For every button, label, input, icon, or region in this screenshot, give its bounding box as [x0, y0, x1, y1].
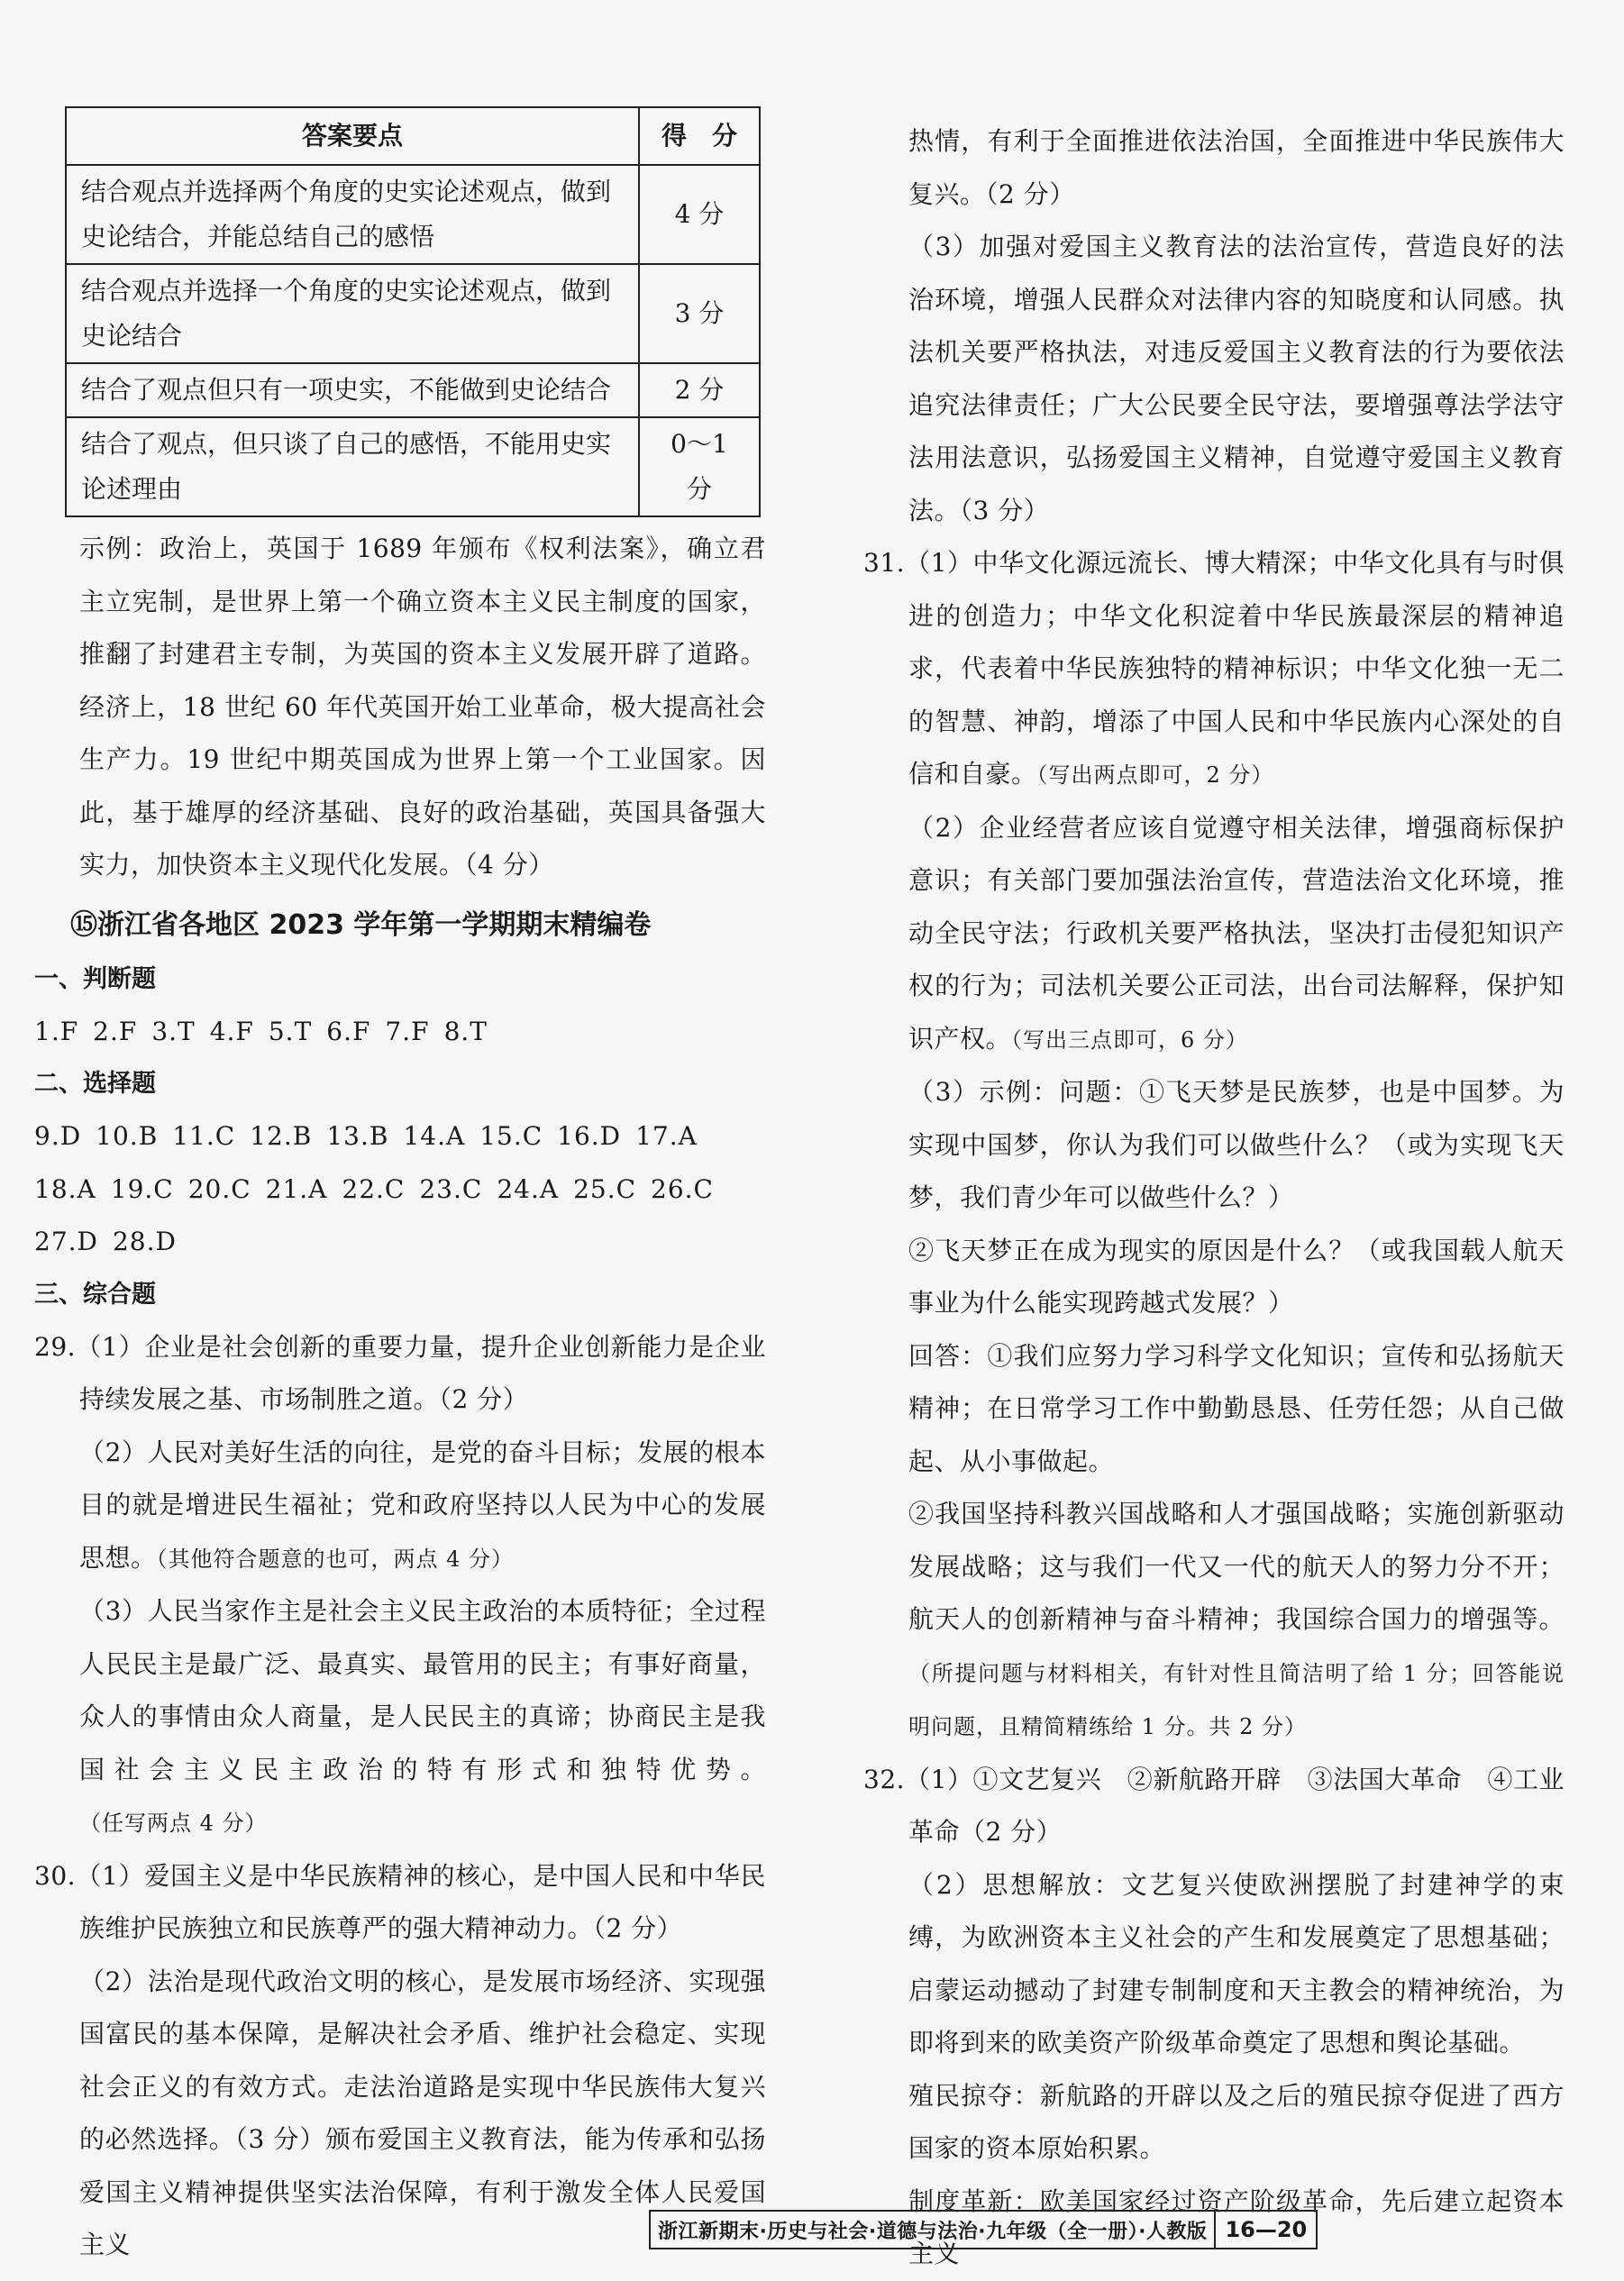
exam-title: ⑮浙江省各地区 2023 学年第一学期期末精编卷: [70, 908, 652, 941]
answer-item: 9.D: [34, 1121, 82, 1151]
answer-item: 12.B: [250, 1121, 313, 1151]
section-judge-heading: 一、判断题: [34, 964, 156, 993]
answer-item: 13.B: [326, 1121, 389, 1151]
q29-part3-note: （任写两点 4 分）: [79, 1811, 268, 1836]
section-choice-heading: 二、选择题: [34, 1070, 156, 1098]
q29-part2-note: （其他符合题意的也可，两点 4 分）: [156, 1546, 515, 1572]
table-row: [66, 363, 760, 417]
left-column: [34, 106, 766, 2272]
table-cell-score: 3 分: [639, 264, 760, 363]
q31-part3-answer2: [863, 1488, 1565, 1754]
answer-item: 3.T: [151, 1016, 196, 1046]
table-row: [66, 165, 760, 264]
table-cell-score: 4 分: [639, 165, 760, 264]
table-header-points: 答案要点: [66, 107, 639, 165]
answer-item: 17.A: [635, 1121, 698, 1151]
answer-item: 26.C: [651, 1173, 714, 1204]
table-cell-points: 结合了观点，但只谈了自己的感悟，不能用史实论述理由: [66, 417, 639, 516]
q31-part2: [863, 802, 1565, 1067]
choice-answers-row-2: [34, 1163, 766, 1217]
q31-part3-note: （所提问题与材料相关，有针对性且简洁明了给 1 分；回答能说明问题，且精简精练给 1 分。共 2 分）: [908, 1660, 1565, 1739]
table-cell-score: 2 分: [639, 363, 760, 417]
answer-item: 25.C: [573, 1173, 637, 1204]
q29-part1: 29.（1）企业是社会创新的重要力量，提升企业创新能力是企业持续发展之基、市场制胜之道。（2 分）: [34, 1331, 766, 1414]
q29-part3-text: （3）人民当家作主是社会主义民主政治的本质特征；全过程人民民主是最广泛、最真实、最管用的民主；有事好商量，众人的事情由众人商量，是人民民主的真谛；协商民主是我国社会主义民主政治的特有形式和独特优势。: [79, 1596, 766, 1784]
q30-part1: 30.（1）爱国主义是中华民族精神的核心，是中国人民和中华民族维护民族独立和民族尊严的强大精神动力。（2 分）: [34, 1860, 766, 1943]
right-column: [863, 115, 1565, 2281]
answer-item: 11.C: [172, 1121, 236, 1151]
table-cell-points: 结合观点并选择两个角度的史实论述观点，做到史论结合，并能总结自己的感悟: [66, 165, 639, 264]
footer-page-number: 16—20: [1214, 2212, 1316, 2248]
answer-item: 6.F: [326, 1016, 371, 1046]
answer-item: 16.D: [557, 1121, 622, 1151]
q31-part1: [863, 537, 1565, 802]
q29-part2-text: （2）人民对美好生活的向往，是党的奋斗目标；发展的根本目的就是增进民生福祉；党和政府坚持以人民为中心的发展思想。: [79, 1437, 766, 1573]
choice-answers-row-1: [34, 1110, 766, 1163]
q31-part3-question2: ②飞天梦正在成为现实的原因是什么？（或我国载人航天事业为什么能实现跨越式发展？）: [908, 1235, 1565, 1318]
answer-item: 24.A: [497, 1173, 560, 1204]
answer-item: 28.D: [112, 1227, 177, 1256]
answer-item: 27.D: [34, 1227, 98, 1256]
answer-item: 1.F: [34, 1016, 79, 1046]
answer-item: 19.C: [110, 1173, 174, 1204]
q29-part2: [34, 1427, 766, 1586]
answer-item: 4.F: [209, 1016, 254, 1046]
answer-item: 2.F: [93, 1016, 138, 1046]
table-header-row: [66, 107, 760, 165]
q31-part1-note: （写出两点即可，2 分）: [1036, 762, 1274, 788]
table-row: [66, 264, 760, 363]
q30-part3: （3）加强对爱国主义教育法的法治宣传，营造良好的法治环境，增强人民群众对法律内容的知晓度和认同感。执法机关要严格执法，对违反爱国主义教育法的行为要依法追究法律责任；广大公民要全民守法，要增强尊法学法守法用法意识，弘扬爱国主义精神，自觉遵守爱国主义教育法。（3 分）: [908, 232, 1565, 525]
q31-part2-text: （2）企业经营者应该自觉遵守相关法律，增强商标保护意识；有关部门要加强法治宣传，营造法治文化环境，推动全民守法；行政机关要严格执法，坚决打击侵犯知识产权的行为；司法机关要公正司法，出台司法解释，保护知识产权。: [908, 812, 1565, 1054]
table-row: [66, 417, 760, 516]
table-header-score: 得 分: [639, 107, 760, 165]
scoring-table: [65, 106, 761, 517]
q32-part2-institution: 制度革新：欧美国家经过资产阶级革命，先后建立起资本主义: [908, 2185, 1565, 2268]
q31-part3-answer2-text: ②我国坚持科教兴国战略和人才强国战略；实施创新驱动发展战略；这与我们一代又一代的航天人的努力分不开；航天人的创新精神与奋斗精神；我国综合国力的增强等。: [908, 1499, 1565, 1634]
q30-part2-continued: 热情，有利于全面推进依法治国，全面推进中华民族伟大复兴。（2 分）: [908, 126, 1565, 209]
answer-item: 7.F: [385, 1016, 430, 1046]
q32-part2-thought: （2）思想解放：文艺复兴使欧洲摆脱了封建神学的束缚，为欧洲资本主义社会的产生和发展奠定了思想基础；启蒙运动撼动了封建专制制度和天主教会的精神统治，为即将到来的欧美资产阶级革命奠定了思想和舆论基础。: [908, 1869, 1565, 2057]
answer-item: 20.C: [187, 1173, 251, 1204]
page-footer: [649, 2210, 1318, 2249]
q32-part1: 32.（1）①文艺复兴 ②新航路开辟 ③法国大革命 ④工业革命（2 分）: [863, 1764, 1565, 1847]
table-cell-points: 结合了观点但只有一项史实，不能做到史论结合: [66, 363, 639, 417]
choice-answers-row-3: [34, 1216, 766, 1269]
q31-part3-answer1: 回答：①我们应努力学习科学文化知识；宣传和弘扬航天精神；在日常学习工作中勤勤恳恳、任劳任怨；从自己做起、从小事做起。: [908, 1340, 1565, 1476]
table-cell-score: 0～1 分: [639, 417, 760, 516]
answer-item: 23.C: [419, 1173, 483, 1204]
q31-part3-question1: （3）示例：问题：①飞天梦是民族梦，也是中国梦。为实现中国梦，你认为我们可以做些什么？（或为实现飞天梦，我们青少年可以做些什么？）: [908, 1077, 1565, 1212]
answer-item: 14.A: [403, 1121, 466, 1151]
q31-part2-note: （写出三点即可，6 分）: [1011, 1026, 1248, 1053]
answer-item: 10.B: [96, 1121, 159, 1151]
q30-part2: （2）法治是现代政治文明的核心，是发展市场经济、实现强国富民的基本保障，是解决社会矛盾、维护社会稳定、实现社会正义的有效方式。走法治道路是实现中华民族伟大复兴的必然选择。（3 分）颁布爱国主义教育法，能为传承和弘扬爱国主义精神提供坚实法治保障，有利于激发全体人民爱国主义: [79, 1966, 766, 2259]
table-cell-points: 结合观点并选择一个角度的史实论述观点，做到史论结合: [66, 264, 639, 363]
example-paragraph: 示例：政治上，英国于 1689 年颁布《权利法案》，确立君主立宪制，是世界上第一个确立资本主义民主制度的国家，推翻了封建君主专制，为英国的资本主义发展开辟了道路。经济上，18 世纪 60 年代英国开始工业革命，极大提高社会生产力。19 世纪中期英国成为世界上第一个工业国家。因此，基于雄厚的经济基础、良好的政治基础，英国具备强大实力，加快资本主义现代化发展。（4 分）: [79, 534, 766, 880]
answer-item: 8.T: [443, 1016, 488, 1046]
q31-part1-text: 31.（1）中华文化源远流长、博大精深；中华文化具有与时俱进的创造力；中华文化积淀着中华民族最深层的精神追求，代表着中华民族独特的精神标识；中华文化独一无二的智慧、神韵，增添了中国人民和中华民族内心深处的自信和自豪。: [863, 548, 1565, 789]
section-comprehensive-heading: 三、综合题: [34, 1280, 156, 1309]
q32-part2-colonial: 殖民掠夺：新航路的开辟以及之后的殖民掠夺促进了西方国家的资本原始积累。: [908, 2080, 1565, 2163]
answer-item: 21.A: [265, 1173, 328, 1204]
answer-item: 15.C: [479, 1121, 543, 1151]
answer-item: 5.T: [268, 1016, 313, 1046]
q29-part3: [34, 1585, 766, 1850]
judge-answers: [34, 1006, 766, 1059]
answer-item: 22.C: [342, 1173, 406, 1204]
answer-item: 18.A: [34, 1173, 96, 1204]
footer-book-title: 浙江新期末·历史与社会·道德与法治·九年级（全一册）·人教版: [658, 2220, 1208, 2243]
